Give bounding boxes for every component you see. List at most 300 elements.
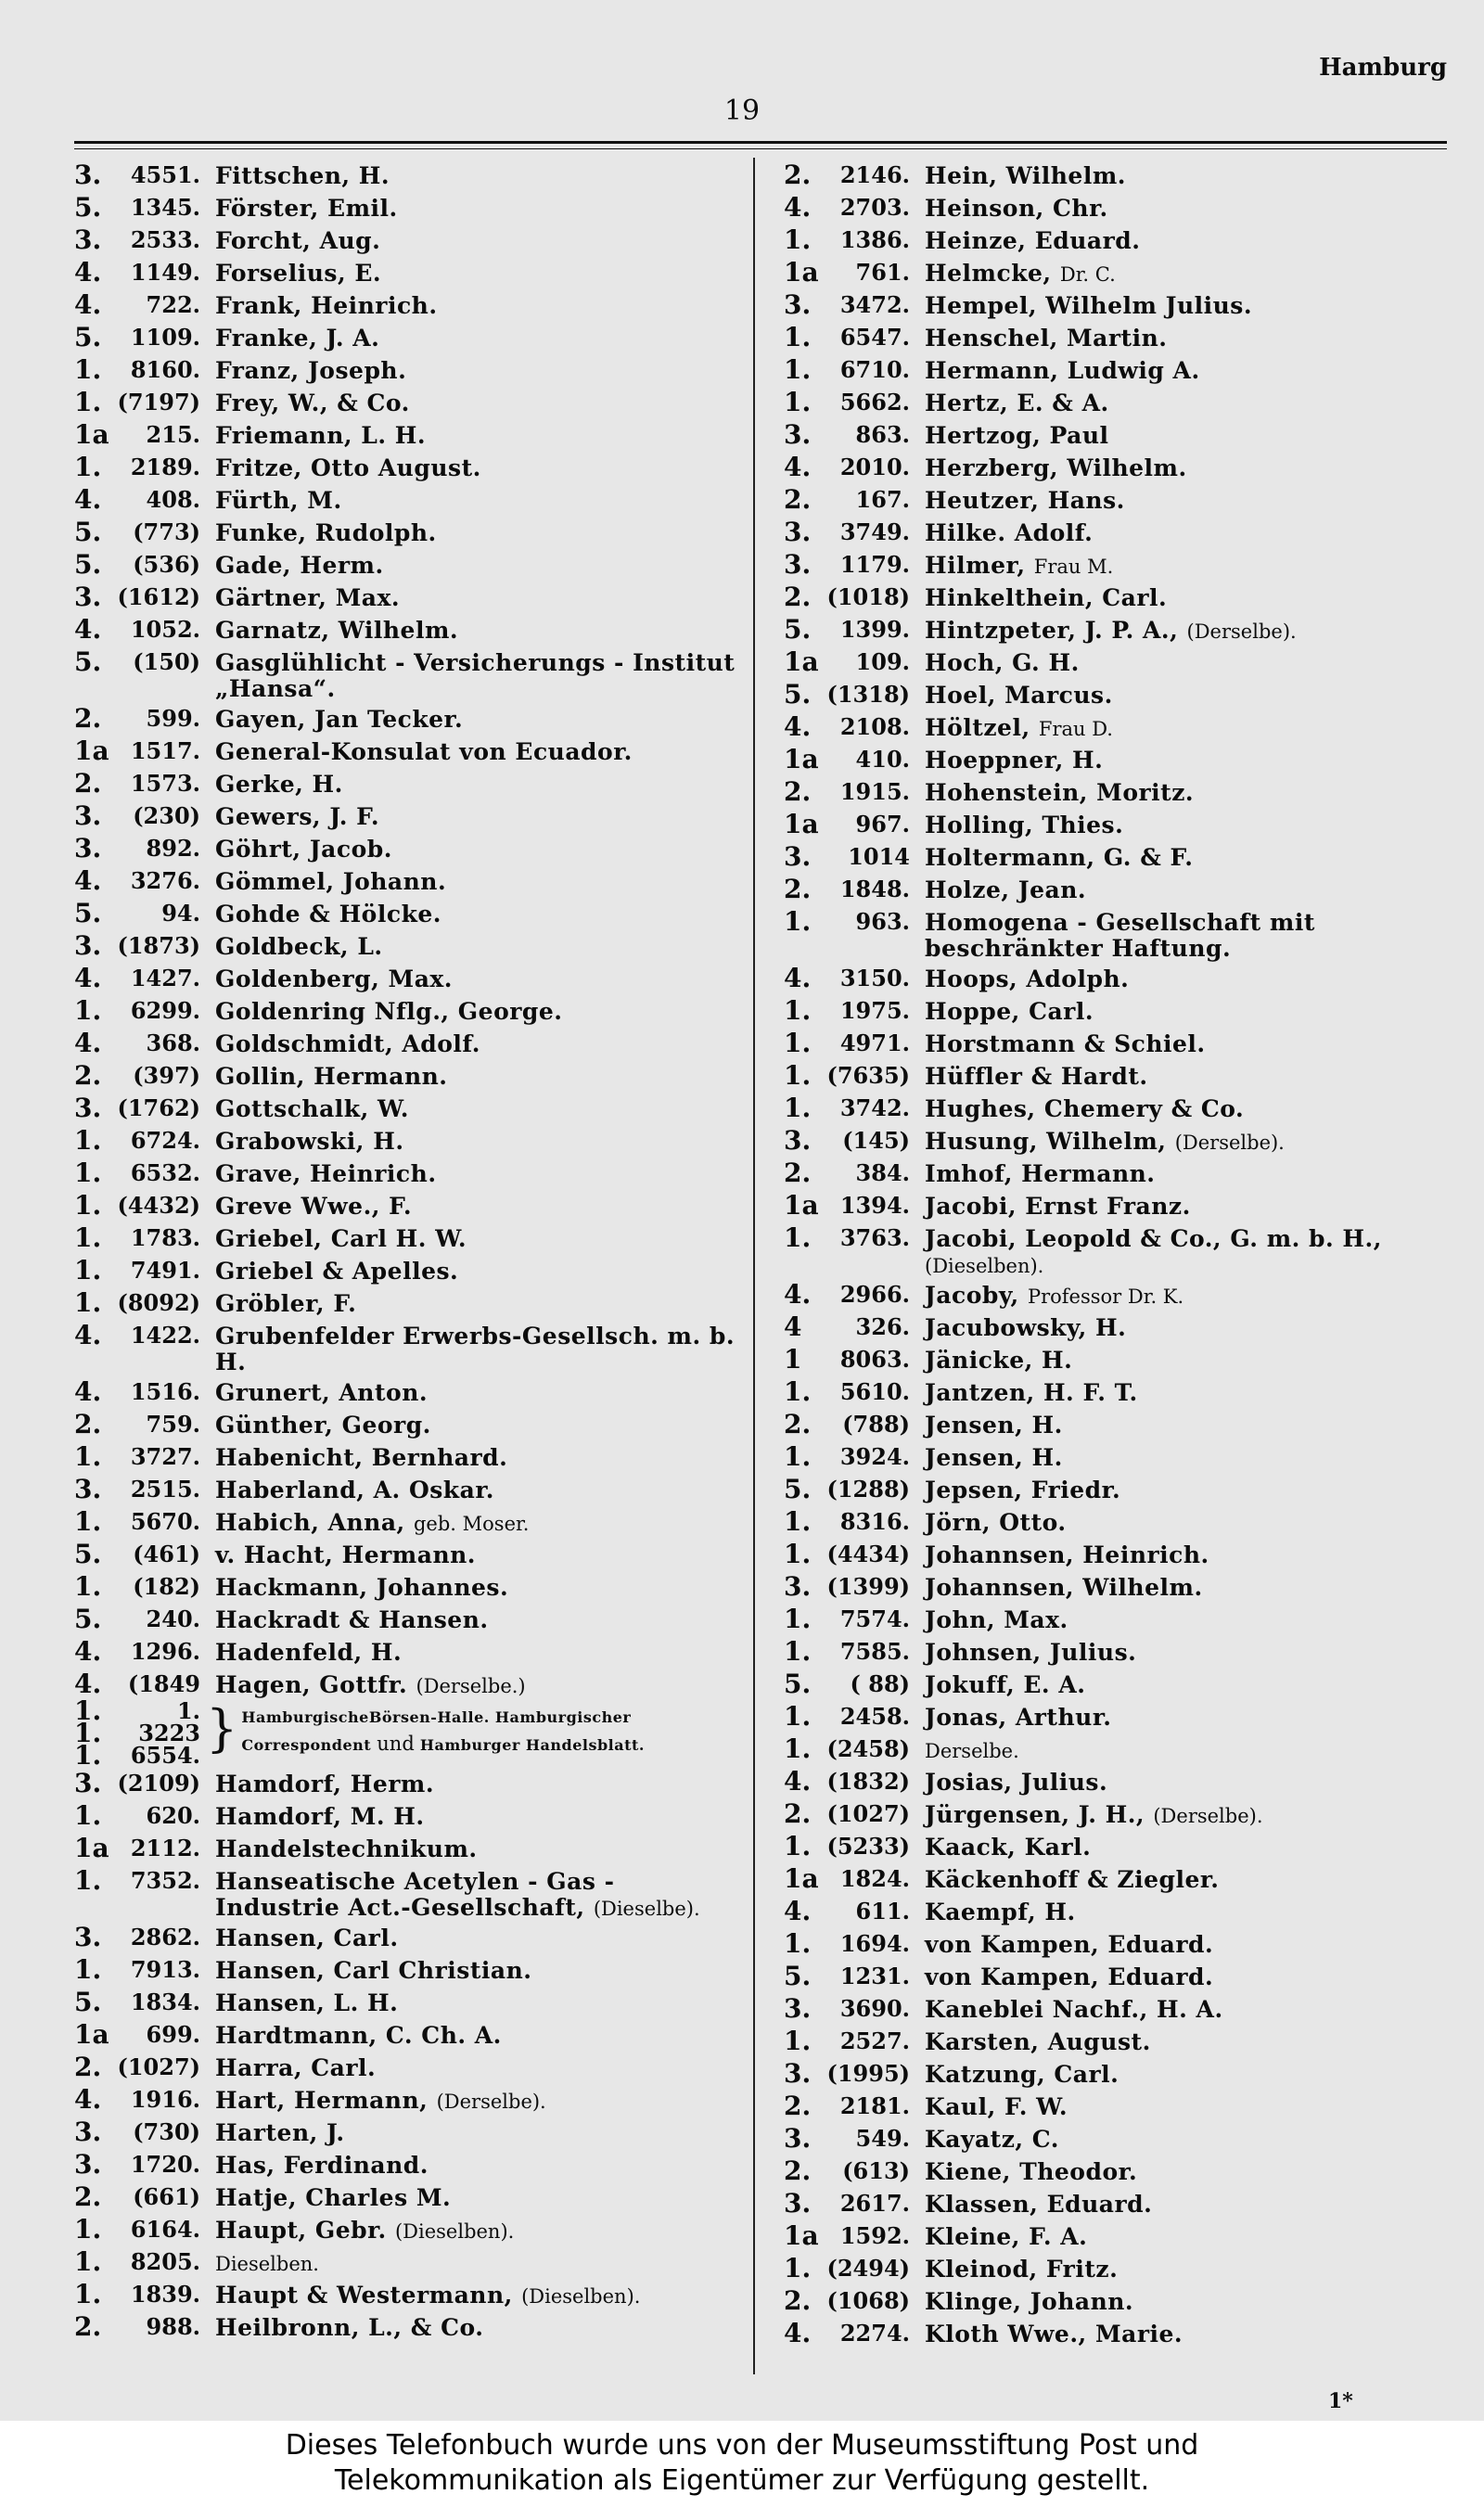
subscriber-name-cell [215,2246,319,2277]
exchange-number: 1. [74,1740,102,1771]
exchange-number: 1. [74,2214,102,2245]
subscriber-name: Frank, Heinrich. [215,292,438,319]
exchange-number: 4. [784,2318,812,2348]
phone-number: 384. [855,1159,910,1186]
phone-number: 1592. [839,2222,910,2249]
subscriber-name-cell [215,614,458,645]
exchange-number: 1a [74,735,109,766]
subscriber-name: Hermann, Ludwig A. [925,357,1200,384]
phone-number: 7574. [839,1605,910,1632]
directory-entry [74,289,742,322]
phone-number: 2966. [839,1281,910,1308]
exchange-number: 1. [784,322,812,352]
subscriber-name-cell [925,192,1108,223]
subscriber-name-cell [215,963,453,993]
directory-entry [784,1190,1447,1222]
subscriber-name-cell [925,2123,1059,2154]
exchange-number: 1a [784,1190,819,1221]
exchange-number: 1. [784,1928,812,1959]
exchange-number: 1. [784,1093,812,1123]
exchange-number: 3. [74,2117,102,2147]
subscriber-name-cell [925,1376,1138,1407]
subscriber-name: Hilke. Adolf. [925,519,1094,546]
subscriber-name-cell [925,1798,1263,1829]
subscriber-note: (Derselbe.) [416,1675,526,1697]
phone-number: 5662. [839,389,910,416]
subscriber-name: Gottschalk, W. [215,1095,409,1122]
subscriber-name-cell [215,1255,458,1285]
subscriber-name: Förster, Emil. [215,195,398,222]
directory-entry [784,1896,1447,1928]
phone-number: 2533. [130,226,200,253]
directory-entry [74,1539,742,1571]
subscriber-name-cell [215,646,742,703]
directory-entry [74,930,742,963]
phone-number: 2181. [839,2092,910,2119]
subscriber-name-cell [215,2117,345,2147]
directory-entry [784,1311,1447,1344]
subscriber-name: Jensen, H. [925,1444,1063,1471]
exchange-number: 4. [74,1669,102,1699]
directory-entry [784,192,1447,224]
subscriber-note: Frau M. [1033,556,1114,578]
phone-number: (8092) [117,1289,200,1316]
phone-number: 2527. [839,2027,910,2054]
column-divider [753,158,755,2374]
directory-entry [74,2117,742,2149]
subscriber-name: Habenicht, Bernhard. [215,1444,508,1471]
phone-number: 1179. [839,551,910,578]
directory-entry [784,1506,1447,1539]
directory-entry [74,2181,742,2214]
exchange-number: 3. [74,800,102,831]
subscriber-note: (Derselbe). [1153,1805,1263,1827]
subscriber-name-cell [925,776,1194,807]
subscriber-name-cell [925,841,1193,872]
directory-entry [784,1222,1447,1279]
subscriber-name-cell [925,1409,1063,1439]
subscriber-name: Heilbronn, L., & Co. [215,2314,484,2341]
directory-entry [74,963,742,995]
exchange-number: 1. [784,354,812,385]
exchange-number: 2. [74,768,102,799]
subscriber-name: Hertz, E. & A. [925,390,1109,416]
subscriber-name-cell [215,517,437,547]
exchange-number: 1. [74,995,102,1026]
directory-entry [784,841,1447,874]
exchange-number: 3. [784,841,812,872]
phone-number: (1018) [826,583,910,610]
subscriber-name-cell [925,1441,1063,1472]
exchange-number: 5. [74,517,102,547]
subscriber-name-cell [215,1125,404,1156]
exchange-number: 1a [784,1863,819,1894]
exchange-number: 1. [74,1800,102,1831]
right-entries [784,160,1447,2350]
subscriber-name: Jacobi, Leopold & Co., G. m. b. H., [925,1225,1382,1252]
phone-number: 1. [176,1697,200,1724]
phone-number: 4971. [839,1030,910,1056]
subscriber-name: von Kampen, Eduard. [925,1963,1214,1990]
directory-entry [784,1993,1447,2026]
phone-number: (2458) [826,1735,910,1762]
subscriber-name-cell [215,768,343,799]
phone-number: 215. [146,421,200,448]
phone-number: 5610. [839,1378,910,1405]
exchange-number: 1. [784,2253,812,2283]
phone-number: 1399. [839,616,910,643]
subscriber-name: Hoch, G. H. [925,649,1080,676]
exchange-number: 1a [74,419,109,450]
subscriber-name-cell [925,224,1140,255]
subscriber-name: Hart, Hermann, [215,2087,429,2114]
subscriber-name: Hein, Wilhelm. [925,162,1126,189]
subscriber-name: Horstmann & Schiel. [925,1030,1206,1057]
exchange-number: 3. [784,2058,812,2089]
exchange-number: 3. [74,1474,102,1504]
subscriber-name: Holtermann, G. & F. [925,844,1194,871]
directory-entry [74,614,742,646]
subscriber-name: Jepsen, Friedr. [925,1477,1121,1503]
directory-entry [784,2220,1447,2253]
exchange-number: 3. [784,517,812,547]
exchange-number: 4. [74,2084,102,2115]
directory-entry [784,2123,1447,2155]
subscriber-note: (Dieselben). [394,2220,515,2243]
subscriber-name-cell [215,1060,448,1091]
subscriber-name-cell [925,1158,1156,1188]
exchange-number: 5. [74,1604,102,1634]
phone-number: 2617. [839,2190,910,2217]
exchange-number: 5. [784,1669,812,1699]
directory-entry [74,1987,742,2019]
phone-number: 94. [161,900,200,927]
exchange-number: 3. [784,2188,812,2219]
subscriber-name-cell [215,257,381,288]
subscriber-name-cell [925,1028,1206,1058]
phone-number: 7913. [130,1956,200,1983]
phone-number: 3150. [839,965,910,991]
phone-number: 611. [855,1898,910,1925]
directory-entry [784,2318,1447,2350]
directory-entry [74,2084,742,2117]
phone-number: 1422. [130,1322,200,1349]
subscriber-name-cell [925,809,1123,839]
subscriber-name-cell [215,419,426,450]
directory-entry [784,2026,1447,2058]
phone-number: 8205. [130,2248,200,2275]
subscriber-name-cell [215,2214,514,2245]
exchange-number: 5. [784,1961,812,1991]
subscriber-name: Gerke, H. [215,771,343,798]
exchange-number: 4. [74,257,102,288]
subscriber-note: Dieselben. [215,2253,319,2275]
exchange-number: 3. [784,1125,812,1156]
exchange-number: 1a [784,2220,819,2251]
phone-number: 3742. [839,1094,910,1121]
subscriber-name-cell [925,906,1447,963]
subscriber-name-cell [925,1733,1019,1764]
exchange-number: 1. [74,1506,102,1537]
exchange-number: 1. [784,995,812,1026]
directory-entry [74,800,742,833]
directory-entry [74,582,742,614]
subscriber-name-cell [215,1093,409,1123]
subscriber-name: Fittschen, H. [215,162,390,189]
directory-entry [784,1093,1447,1125]
subscriber-name: Fürth, M. [215,487,342,514]
subscriber-name: Grubenfelder Erwerbs-Gesellsch. m. b. H. [215,1323,736,1375]
directory-entry [74,1287,742,1320]
phone-number: 599. [146,705,200,732]
directory-entry [74,1028,742,1060]
phone-number: 1231. [839,1963,910,1989]
subscriber-name-cell [925,2026,1151,2056]
subscriber-name: Hughes, Chemery & Co. [925,1095,1245,1122]
subscriber-name-cell [215,1987,398,2017]
directory-entry [784,1376,1447,1409]
exchange-number: 1a [784,257,819,288]
subscriber-name: Kloth Wwe., Marie. [925,2321,1183,2347]
subscriber-name-cell [215,800,379,831]
subscriber-name: Haupt, Gebr. [215,2217,387,2244]
phone-number: (1027) [117,2053,200,2080]
subscriber-name: Jensen, H. [925,1412,1063,1439]
subscriber-name-cell [925,1506,1067,1537]
phone-number: (150) [133,648,200,675]
exchange-number: 1. [74,387,102,417]
phone-number: (1832) [826,1768,910,1795]
subscriber-name-cell [215,1800,425,1831]
exchange-number: 2. [784,484,812,515]
subscriber-name-cell [215,2052,376,2082]
exchange-number: 3. [74,833,102,863]
directory-entry [74,2052,742,2084]
subscriber-name: Jantzen, H. F. T. [925,1379,1138,1406]
phone-number: (1995) [826,2060,910,2087]
phone-number: 8063. [839,1346,910,1373]
subscriber-name: Hinkelthein, Carl. [925,584,1168,611]
subscriber-name: Hertzog, Paul [925,422,1109,449]
phone-number: (1612) [117,583,200,610]
phone-number: (397) [133,1062,200,1089]
phone-number: (1849 [127,1670,200,1697]
subscriber-name-cell [215,354,406,385]
exchange-number: 1. [74,1865,102,1896]
directory-entry [74,452,742,484]
footer-line-1: Dieses Telefonbuch wurde uns von der Museumsstiftung Post und [285,2429,1199,2462]
phone-number: 3763. [839,1224,910,1251]
exchange-number: 3. [74,1093,102,1123]
phone-number: 759. [146,1411,200,1438]
exchange-number: 1. [74,1571,102,1602]
phone-number: 2189. [130,454,200,480]
subscriber-name-cell [215,192,398,223]
subscriber-name: Jonas, Arthur. [925,1704,1112,1731]
phone-number: 7352. [130,1867,200,1894]
subscriber-name: Hilmer, [925,552,1026,579]
subscriber-name-cell [925,1961,1213,1991]
subscriber-name: Jacoby, [925,1282,1019,1309]
subscriber-name: Hempel, Wilhelm Julius. [925,292,1253,319]
subscriber-name-cell [925,2220,1087,2251]
exchange-number: 3. [74,224,102,255]
exchange-number: 4. [784,1896,812,1926]
directory-entry [784,1028,1447,1060]
exchange-number: 2. [784,1798,812,1829]
subscriber-name: Katzung, Carl. [925,2061,1119,2088]
subscriber-name-cell [925,1669,1085,1699]
subscriber-name-cell [925,322,1167,352]
phone-number: (730) [133,2118,200,2145]
exchange-number: 4. [74,1320,102,1350]
directory-entry [784,1798,1447,1831]
phone-number: 410. [855,746,910,773]
subscriber-name-cell [215,322,379,352]
phone-number: 3749. [839,518,910,545]
subscriber-name: Gömmel, Johann. [215,868,447,895]
phone-number: (613) [842,2157,910,2184]
directory-entry [784,809,1447,841]
subscriber-name-cell [925,1993,1223,2024]
phone-number: (230) [133,802,200,829]
subscriber-name: Forcht, Aug. [215,227,381,254]
exchange-number: 4. [74,1636,102,1667]
subscriber-name-cell [215,2019,502,2050]
exchange-number: 1a [784,809,819,839]
subscriber-name: Haupt & Westermann, [215,2282,513,2309]
phone-number: ( 88) [850,1670,910,1697]
phone-number: 167. [855,486,910,513]
subscriber-name: Funke, Rudolph. [215,519,437,546]
exchange-number: 3. [74,930,102,961]
subscriber-name-cell [925,160,1126,190]
phone-number: (182) [133,1573,200,1600]
exchange-number: 5. [74,646,102,677]
phone-number: 1783. [130,1224,200,1251]
phone-number: 620. [146,1802,200,1829]
phone-number: 6724. [130,1127,200,1154]
subscriber-name-cell [925,484,1125,515]
directory-entry [784,963,1447,995]
directory-entry [74,224,742,257]
subscriber-name: Imhof, Hermann. [925,1160,1156,1187]
phone-number: 1296. [130,1638,200,1665]
subscriber-name-cell [215,1376,428,1407]
exchange-number: 1. [784,906,812,937]
subscriber-name-cell [215,1669,526,1699]
phone-number: (1399) [826,1573,910,1600]
phone-number: (1288) [826,1476,910,1503]
directory-entry [784,1158,1447,1190]
phone-number: 408. [146,486,200,513]
subscriber-name-cell [925,995,1094,1026]
directory-entry [74,768,742,800]
subscriber-name-cell [925,1896,1076,1926]
directory-entry [784,1344,1447,1376]
directory-entry [784,776,1447,809]
subscriber-name-cell [925,1701,1111,1732]
exchange-number: 1. [74,1190,102,1221]
subscriber-note: (Derselbe). [1174,1132,1285,1154]
phone-number: (4432) [117,1192,200,1219]
directory-entry [74,160,742,192]
directory-entry [784,1928,1447,1961]
hbh-numbers [74,1695,215,1771]
subscriber-name-cell [215,1954,531,1985]
directory-entry [74,1158,742,1190]
directory-entry [74,1125,742,1158]
phone-number: (1068) [826,2287,910,2314]
phone-number: 3924. [839,1443,910,1470]
directory-entry [74,419,742,452]
phone-number: 368. [146,1030,200,1056]
subscriber-name-cell [215,703,463,734]
directory-entry [74,387,742,419]
subscriber-name: Goldenring Nflg., George. [215,998,563,1025]
subscriber-name-cell [925,1474,1120,1504]
subscriber-name-cell [215,582,400,612]
subscriber-name: Grave, Heinrich. [215,1160,437,1187]
subscriber-name-cell [215,1922,399,1952]
exchange-number: 5. [74,1539,102,1569]
exchange-number: 1. [784,1376,812,1407]
directory-entry [784,1669,1447,1701]
directory-entry [74,1409,742,1441]
directory-entry [74,1093,742,1125]
phone-number: 2458. [839,1703,910,1730]
signature-mark: 1* [1328,2389,1353,2413]
phone-number: 6554. [130,1742,200,1769]
directory-entry [784,2285,1447,2318]
exchange-number: 3. [74,160,102,190]
exchange-number: 1. [74,1695,102,1726]
phone-number: (7635) [826,1062,910,1089]
directory-entry [74,2246,742,2279]
left-column [74,160,742,2344]
subscriber-name: Günther, Georg. [215,1412,431,1439]
subscriber-name: Fritze, Otto August. [215,454,481,481]
subscriber-name-cell [215,1604,489,1634]
subscriber-name-cell [925,711,1113,742]
subscriber-name: Henschel, Martin. [925,325,1168,352]
subscriber-name: Garnatz, Wilhelm. [215,617,459,644]
subscriber-name: Gärtner, Max. [215,584,401,611]
subscriber-note: (Derselbe). [436,2091,546,2113]
exchange-number: 3. [784,419,812,450]
phone-number: (1873) [117,932,200,959]
phone-number: 1573. [130,770,200,797]
exchange-number: 4. [74,614,102,645]
subscriber-name-cell [925,963,1129,993]
exchange-number: 1a [74,2019,109,2050]
exchange-number: 2. [784,1409,812,1439]
subscriber-name-cell [215,1865,742,1922]
header-rule [74,141,1447,144]
subscriber-name-cell [215,1768,434,1798]
left-entries-continued [74,1768,742,2344]
directory-entry [74,2311,742,2344]
subscriber-name: Hintzpeter, J. P. A., [925,617,1179,644]
phone-number: 2108. [839,713,910,740]
subscriber-name-cell [215,1474,494,1504]
subscriber-name: Karsten, August. [925,2028,1151,2055]
phone-number: 1916. [130,2086,200,2113]
directory-entry [74,484,742,517]
subscriber-name: Johnsen, Julius. [925,1639,1137,1666]
subscriber-name: Goldbeck, L. [215,933,383,960]
subscriber-name: Holze, Jean. [925,876,1087,903]
